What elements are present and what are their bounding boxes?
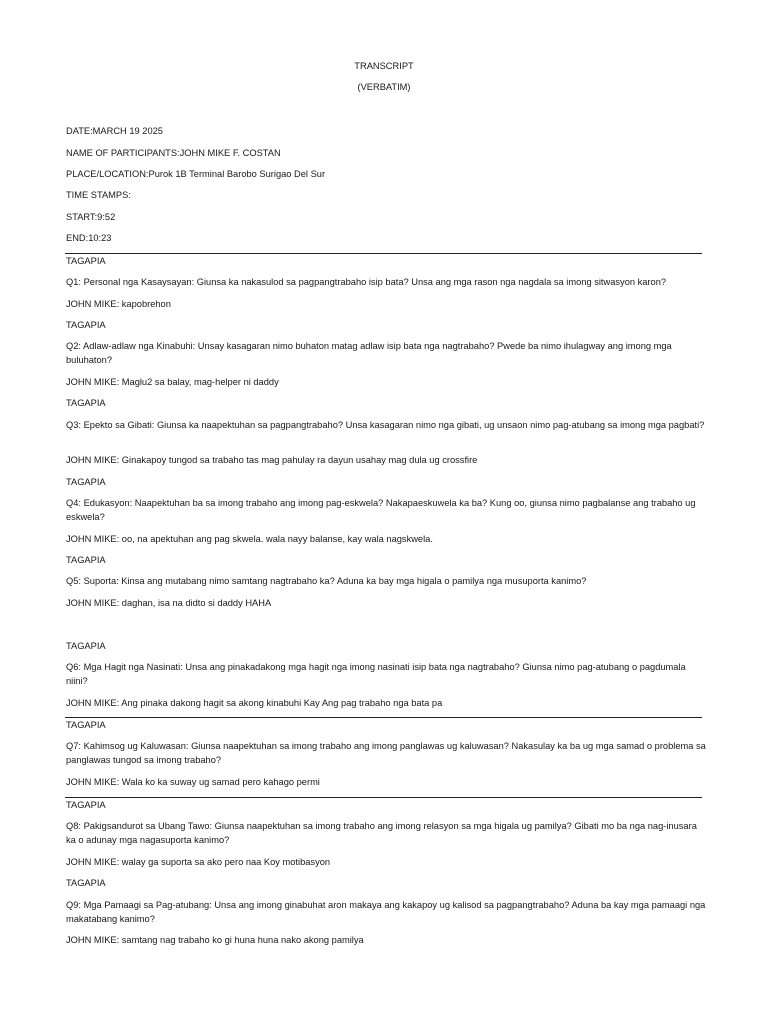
question-text: Q2: Adlaw-adlaw nga Kinabuhi: Unsay kasagaran nimo buhaton matag adlaw isip bata nga nagtrabaho? Pwede ba nimo ihulagway ang imong mga buluhaton? [66, 341, 672, 365]
speaker-label: TAGAPIA [66, 641, 106, 651]
question-text: Q4: Edukasyon: Naapektuhan ba sa imong trabaho ang imong pag-eskwela? Nakapaeskuwela ka ba? Kung oo, giunsa nimo pagbalanse ang trabaho ug eskwela? [66, 498, 696, 522]
question-text: Q1: Personal nga Kasaysayan: Giunsa ka nakasulod sa pagpangtrabaho isip bata? Unsa ang mga rason nga nagdala sa imong sitwasyon karon? [66, 277, 667, 287]
question-text: Q3: Epekto sa Gibati: Giunsa ka naapektuhan sa pagpangtrabaho? Unsa kasagaran nimo nga gibati, ug unsaon nimo pag-atubang sa imong mga pagbati? [66, 420, 705, 430]
start-time-line: START:9:52 [66, 212, 116, 222]
speaker-label: TAGAPIA [66, 398, 106, 408]
speaker-label: TAGAPIA [66, 477, 106, 487]
question-text: Q7: Kahimsog ug Kaluwasan: Giunsa naapektuhan sa imong trabaho ang imong panglawas ug kaluwasan? Nakasulay ka ba ug mga samad o problema sa panglawas tungod sa imong trabaho? [66, 741, 706, 765]
question-text: Q5: Suporta: Kinsa ang mutabang nimo samtang nagtrabaho ka? Aduna ka bay mga higala o pamilya nga musuporta kanimo? [66, 576, 587, 586]
date-line: DATE:MARCH 19 2025 [66, 126, 163, 136]
speaker-label: TAGAPIA [66, 555, 106, 565]
document-title: TRANSCRIPT [354, 61, 414, 71]
answer-text: JOHN MIKE: walay ga suporta sa ako pero naa Koy motibasyon [66, 857, 331, 867]
question-text: Q8: Pakigsandurot sa Ubang Tawo: Giunsa naapektuhan sa imong trabaho ang imong relasyon sa mga higala ug pamilya? Gibati mo ba nga nag-inusara ka o adunay mga nagasuporta kanimo? [66, 821, 697, 845]
answer-text: JOHN MIKE: Wala ko ka suway ug samad pero kahago permi [66, 777, 320, 787]
answer-text: JOHN MIKE: samtang nag trabaho ko gi huna huna nako akong pamilya [66, 935, 364, 945]
speaker-label: TAGAPIA [66, 800, 106, 810]
question-text: Q6: Mga Hagit nga Nasinati: Unsa ang pinakadakong mga hagit nga imong nasinati isip bata nga nagtrabaho? Giunsa nimo pag-atubang o pagdumala niini? [66, 662, 686, 686]
participants-line: NAME OF PARTICIPANTS:JOHN MIKE F. COSTAN [66, 148, 281, 158]
speaker-label: TAGAPIA [66, 720, 106, 730]
location-line: PLACE/LOCATION:Purok 1B Terminal Barobo Surigao Del Sur [66, 169, 326, 179]
answer-text: JOHN MIKE: oo, na apektuhan ang pag skwela. wala nayy balanse, kay wala nagskwela. [66, 534, 433, 544]
speaker-label: TAGAPIA [66, 256, 106, 266]
answer-text: JOHN MIKE: Ginakapoy tungod sa trabaho tas mag pahulay ra dayun usahay mag dula ug crossfire [66, 455, 478, 465]
answer-text: JOHN MIKE: Maglu2 sa balay, mag-helper ni daddy [66, 377, 279, 387]
answer-text: JOHN MIKE: daghan, isa na didto si daddy HAHA [66, 598, 272, 608]
document-subtitle: (VERBATIM) [357, 82, 411, 92]
answer-text: JOHN MIKE: kapobrehon [66, 299, 171, 309]
answer-text: JOHN MIKE: Ang pinaka dakong hagit sa akong kinabuhi Kay Ang pag trabaho nga bata pa [66, 698, 443, 708]
time-stamps-line: TIME STAMPS: [66, 190, 131, 200]
speaker-label: TAGAPIA [66, 320, 106, 330]
speaker-label: TAGAPIA [66, 878, 106, 888]
end-time-line: END:10:23 [66, 233, 112, 243]
question-text: Q9: Mga Pamaagi sa Pag-atubang: Unsa ang imong ginabuhat aron makaya ang kakapoy ug kalisod sa pagpangtrabaho? Aduna ba kay mga pamaagi nga makatabang kanimo? [66, 900, 706, 924]
